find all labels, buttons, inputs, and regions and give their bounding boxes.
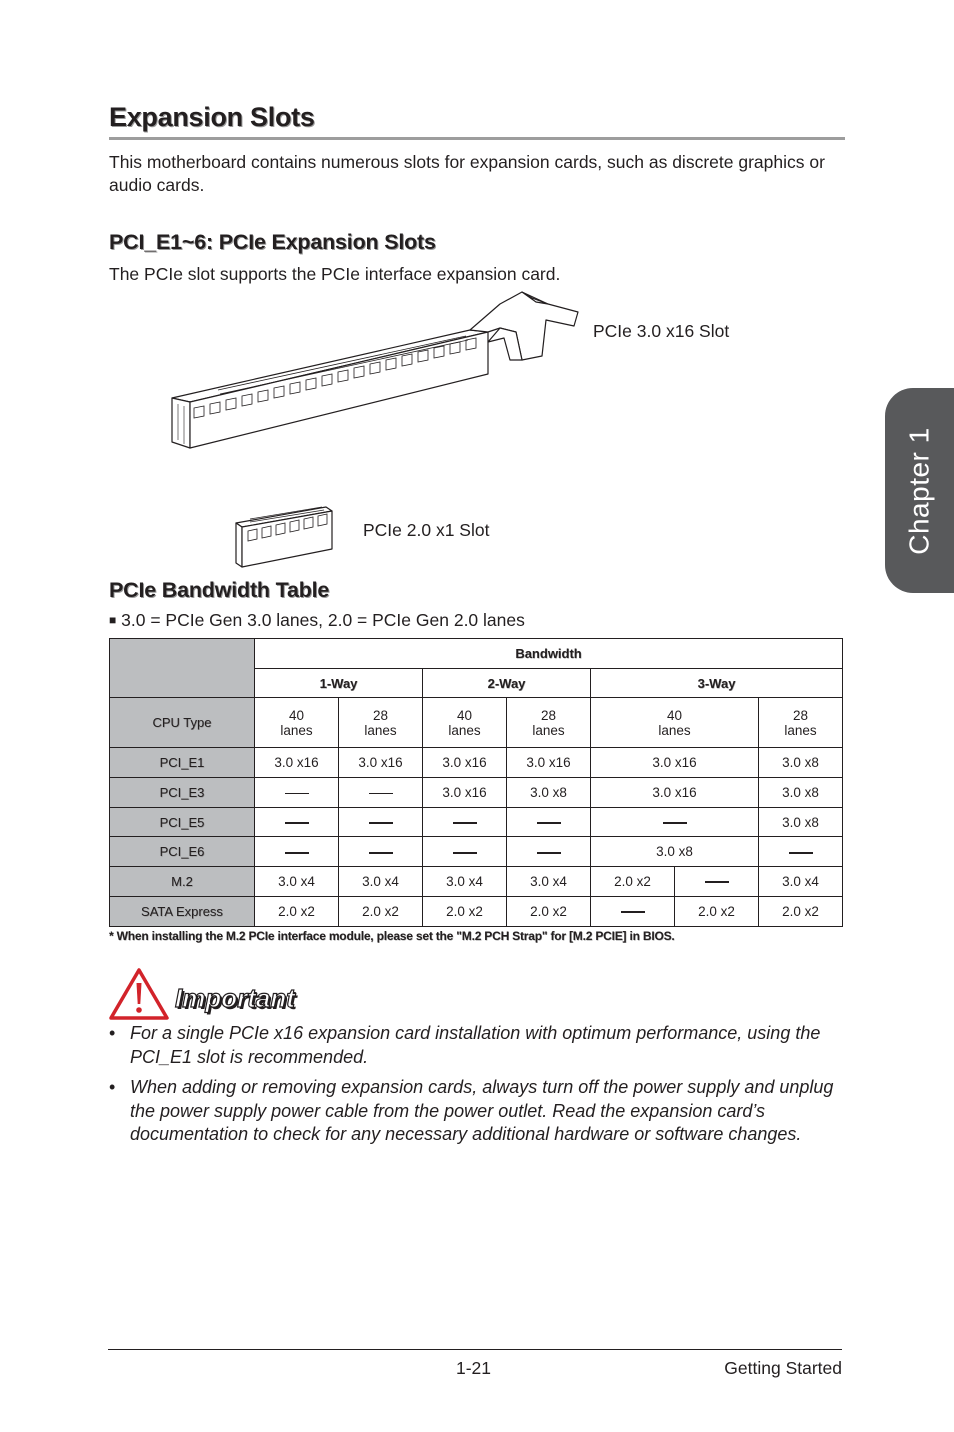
table-cell bbox=[675, 867, 759, 897]
dash-mark bbox=[705, 881, 729, 883]
header-2way: 2-Way bbox=[423, 668, 591, 698]
table-cell: 3.0 x16 bbox=[507, 748, 591, 778]
table-cell: 2.0 x2 bbox=[339, 896, 423, 926]
pcie-slots-description: The PCIe slot supports the PCIe interface expansion card. bbox=[109, 264, 561, 284]
pcie-slots-heading: PCI_E1~6: PCIe Expansion Slots bbox=[109, 230, 436, 254]
dash-mark bbox=[369, 793, 393, 794]
lanes-cell: 28 lanes bbox=[507, 698, 591, 748]
table-cell bbox=[339, 807, 423, 837]
table-cell: 3.0 x4 bbox=[339, 867, 423, 897]
table-cell bbox=[507, 837, 591, 867]
table-cell: 3.0 x4 bbox=[423, 867, 507, 897]
table-cell: 3.0 x8 bbox=[759, 778, 843, 808]
table-cell: 3.0 x16 bbox=[255, 748, 339, 778]
header-1way: 1-Way bbox=[255, 668, 423, 698]
table-cell bbox=[255, 778, 339, 808]
table-cell bbox=[339, 837, 423, 867]
table-cell: 3.0 x16 bbox=[423, 748, 507, 778]
dash-mark bbox=[369, 852, 393, 854]
dash-mark bbox=[453, 822, 477, 824]
chapter-tab-label: Chapter 1 bbox=[904, 426, 935, 555]
square-bullet-icon: ■ bbox=[109, 613, 117, 627]
table-cell bbox=[255, 807, 339, 837]
lanes-cell: 28 lanes bbox=[339, 698, 423, 748]
dash-mark bbox=[285, 822, 309, 824]
bandwidth-table bbox=[109, 638, 843, 927]
bullet-icon: • bbox=[109, 1077, 116, 1097]
table-cell: 3.0 x8 bbox=[591, 837, 759, 867]
page-title: Expansion Slots bbox=[109, 102, 315, 132]
table-cell bbox=[591, 807, 759, 837]
lanes-cell: 40 lanes bbox=[423, 698, 507, 748]
footer-rule bbox=[108, 1349, 842, 1350]
table-cell: 3.0 x16 bbox=[591, 748, 759, 778]
header-3way: 3-Way bbox=[591, 668, 843, 698]
table-cell: 3.0 x8 bbox=[759, 807, 843, 837]
dash-mark bbox=[369, 822, 393, 824]
table-cell: 2.0 x2 bbox=[591, 867, 675, 897]
dash-mark bbox=[285, 793, 309, 794]
table-footnote: * When installing the M.2 PCIe interface module, please set the "M.2 PCH Strap" for [M.2 PCIE] in BIOS. bbox=[109, 929, 675, 943]
row-label-m2: M.2 bbox=[110, 867, 255, 897]
table-cell bbox=[423, 807, 507, 837]
dash-mark bbox=[537, 852, 561, 854]
table-cell: 2.0 x2 bbox=[423, 896, 507, 926]
table-cell bbox=[339, 778, 423, 808]
x1-slot-label: PCIe 2.0 x1 Slot bbox=[363, 520, 490, 540]
table-cell: 3.0 x4 bbox=[507, 867, 591, 897]
table-cell bbox=[507, 807, 591, 837]
table-cell: 3.0 x8 bbox=[759, 748, 843, 778]
table-cell: 3.0 x4 bbox=[255, 867, 339, 897]
table-cell: 3.0 x8 bbox=[507, 778, 591, 808]
bullet-icon: • bbox=[109, 1023, 116, 1043]
bandwidth-header: Bandwidth bbox=[255, 639, 843, 669]
warning-icon bbox=[108, 967, 170, 1021]
dash-mark bbox=[537, 822, 561, 824]
table-cell: 3.0 x16 bbox=[339, 748, 423, 778]
dash-mark bbox=[663, 822, 687, 824]
table-cell bbox=[759, 837, 843, 867]
dash-mark bbox=[453, 852, 477, 854]
table-cell bbox=[423, 837, 507, 867]
row-label-pci-e5: PCI_E5 bbox=[110, 807, 255, 837]
row-label-sata-express: SATA Express bbox=[110, 896, 255, 926]
lanes-cell: 28 lanes bbox=[759, 698, 843, 748]
table-cell: 3.0 x4 bbox=[759, 867, 843, 897]
list-item: • For a single PCIe x16 expansion card installation with optimum performance, using the PCI_E1 slot is recommended. bbox=[109, 1023, 821, 1067]
important-bullets bbox=[109, 1022, 844, 1154]
table-cell: 2.0 x2 bbox=[675, 896, 759, 926]
pcie-x16-slot-illustration bbox=[170, 290, 582, 450]
pcie-x1-slot-illustration bbox=[234, 505, 334, 569]
important-title: Important bbox=[175, 983, 295, 1013]
lanes-cell: 40 lanes bbox=[591, 698, 759, 748]
row-label-pci-e3: PCI_E3 bbox=[110, 778, 255, 808]
page-number: 1-21 bbox=[456, 1358, 492, 1378]
dash-mark bbox=[789, 852, 813, 854]
lanes-cell: 40 lanes bbox=[255, 698, 339, 748]
row-label-pci-e1: PCI_E1 bbox=[110, 748, 255, 778]
table-cell: 2.0 x2 bbox=[759, 896, 843, 926]
corner-cell bbox=[110, 639, 255, 698]
table-cell: 3.0 x16 bbox=[423, 778, 507, 808]
bandwidth-heading: PCIe Bandwidth Table bbox=[109, 578, 330, 602]
table-cell: 2.0 x2 bbox=[507, 896, 591, 926]
x16-slot-label: PCIe 3.0 x16 Slot bbox=[593, 321, 730, 341]
dash-mark bbox=[285, 852, 309, 854]
title-rule bbox=[109, 137, 845, 140]
intro-paragraph: This motherboard contains numerous slots for expansion cards, such as discrete graphics or audio cards. bbox=[109, 152, 825, 195]
dash-mark bbox=[621, 911, 645, 913]
row-label-pci-e6: PCI_E6 bbox=[110, 837, 255, 867]
table-cell: 2.0 x2 bbox=[255, 896, 339, 926]
table-cell bbox=[591, 896, 675, 926]
bandwidth-legend: ■ 3.0 = PCIe Gen 3.0 lanes, 2.0 = PCIe Gen 2.0 lanes bbox=[109, 610, 525, 630]
footer-section: Getting Started bbox=[724, 1358, 842, 1378]
row-label-cpu-type: CPU Type bbox=[110, 698, 255, 748]
list-item: • When adding or removing expansion cards, always turn off the power supply and unplug the power supply power cable from the power outlet. Read the expansion card’s documentation to check for any necessary additional hardware or software changes. bbox=[109, 1077, 834, 1144]
table-cell: 3.0 x16 bbox=[591, 778, 759, 808]
table-cell bbox=[255, 837, 339, 867]
